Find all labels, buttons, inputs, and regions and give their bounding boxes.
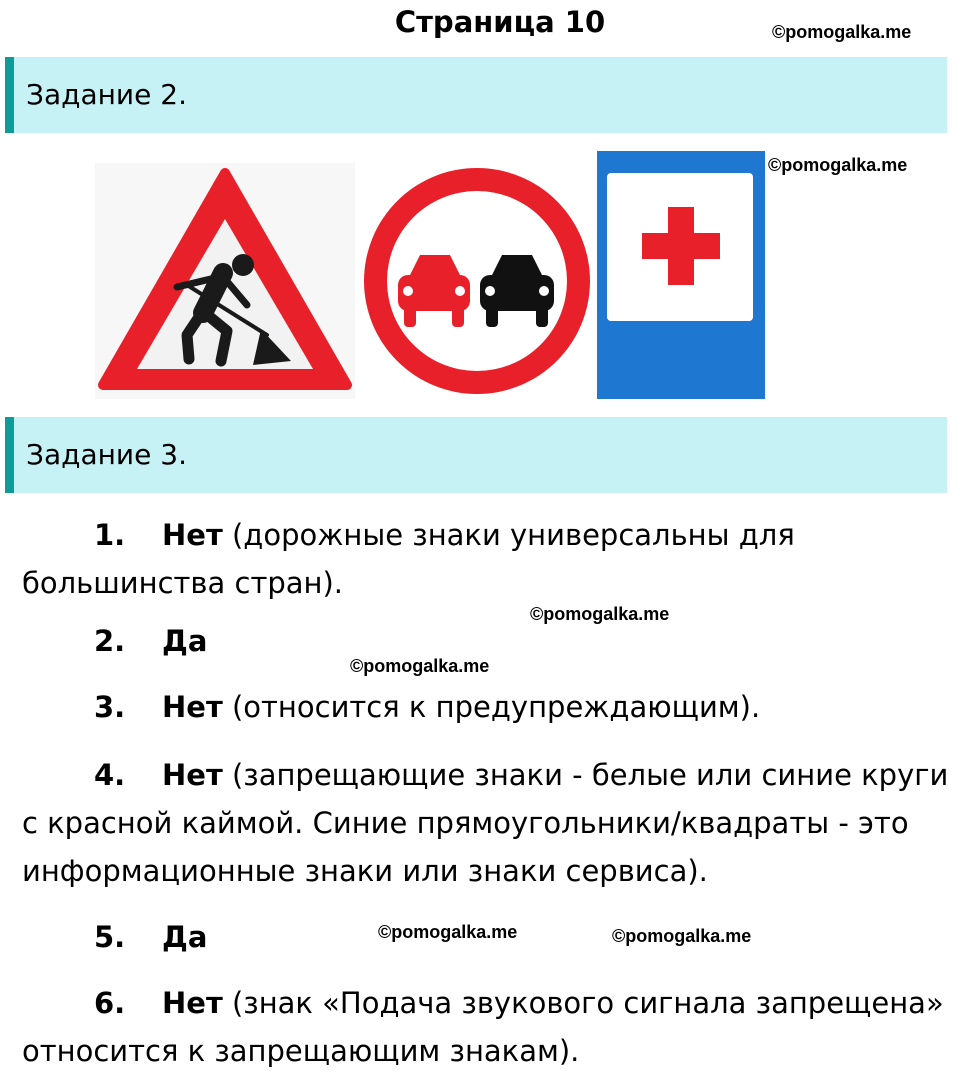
answer-text: большинства стран). (22, 566, 344, 600)
watermark: ©pomogalka.me (530, 604, 670, 624)
task3-banner (5, 417, 947, 493)
answer-word: Нет (162, 690, 223, 724)
answer-text: (дорожные знаки универсальны для (222, 518, 795, 552)
task3-title: Задание 3. (26, 438, 187, 471)
answer-number: 5. (94, 920, 126, 954)
first-aid-sign-icon (597, 151, 765, 399)
no-overtaking-sign-icon (362, 163, 592, 399)
watermark: ©pomogalka.me (350, 656, 490, 676)
answer-item (22, 686, 958, 728)
answer-word: Нет (162, 758, 223, 792)
task2-banner (5, 57, 947, 133)
answer-number: 6. (94, 986, 126, 1020)
answer-word: Да (162, 624, 208, 658)
answer-number: 3. (94, 690, 126, 724)
answer-item (22, 514, 958, 556)
task2-title: Задание 2. (26, 78, 187, 111)
watermark: ©pomogalka.me (378, 922, 518, 942)
watermark: ©pomogalka.me (768, 155, 908, 175)
watermark: ©pomogalka.me (772, 22, 912, 42)
watermark: ©pomogalka.me (612, 926, 752, 946)
answer-item (22, 982, 958, 1024)
answer-item (22, 620, 958, 662)
answer-text: информационные знаки или знаки сервиса). (22, 854, 708, 888)
answer-text: (знак «Подача звукового сигнала запрещена» (222, 986, 944, 1020)
answer-word: Да (162, 920, 208, 954)
answer-text: с красной каймой. Синие прямоугольники/квадраты - это (22, 806, 909, 840)
answer-number: 1. (94, 518, 126, 552)
answer-item (22, 754, 958, 796)
answer-text: (относится к предупреждающим). (222, 690, 761, 724)
answer-number: 2. (94, 624, 126, 658)
answer-text: относится к запрещающим знакам). (22, 1034, 580, 1068)
answer-word: Нет (162, 986, 223, 1020)
answer-number: 4. (94, 758, 126, 792)
answer-word: Нет (162, 518, 223, 552)
road-works-sign-icon (95, 163, 355, 399)
page-title: Страница 10 (394, 5, 606, 39)
answer-text: (запрещающие знаки - белые или синие круги (222, 758, 949, 792)
